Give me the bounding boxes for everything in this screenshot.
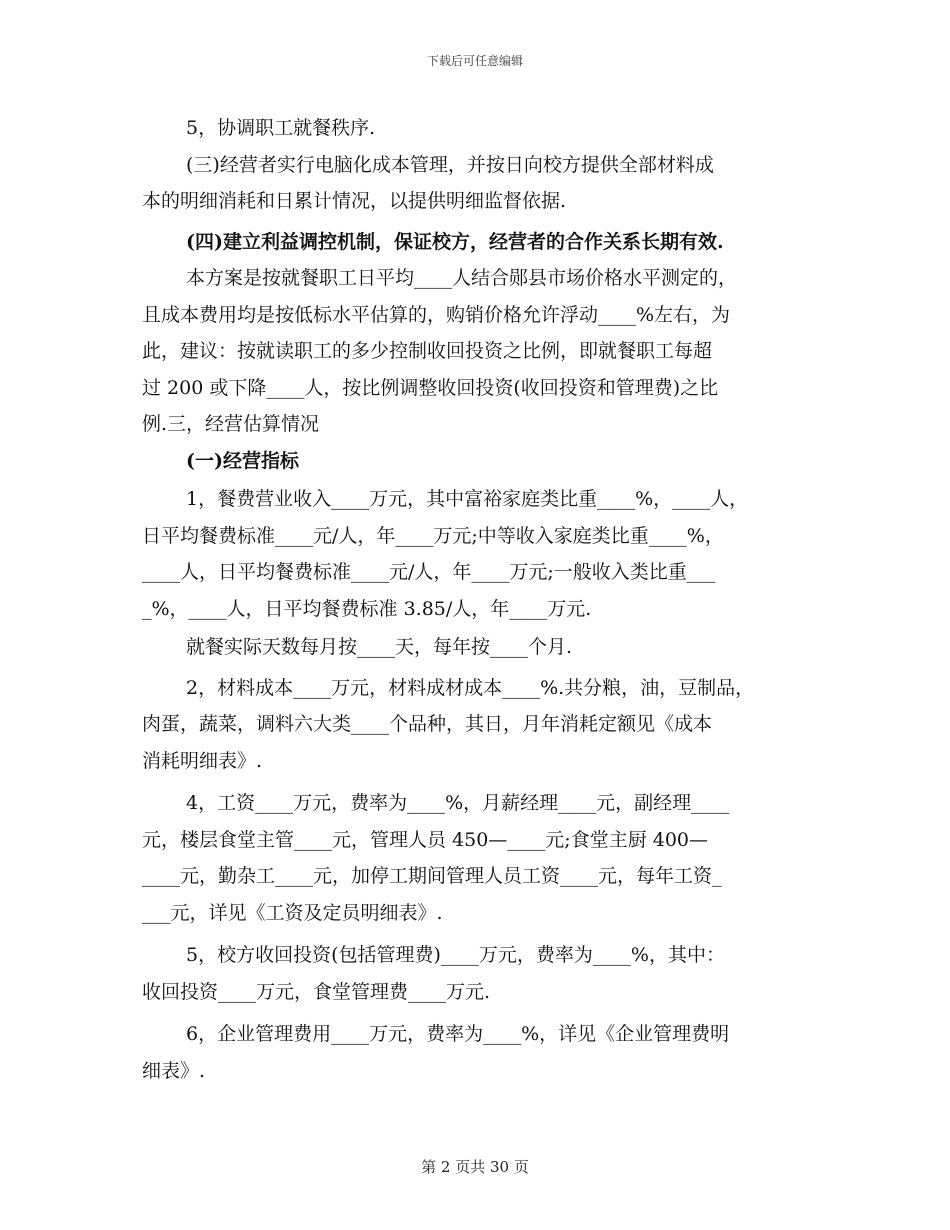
text-line: 6，企业管理费用____万元，费率为____%，详见《企业管理费明 <box>186 1023 730 1045</box>
text-line: 消耗明细表》. <box>142 749 263 772</box>
page-footer: 第 2 页共 30 页 <box>421 1158 529 1176</box>
text-line: ___元，详见《工资及定员明细表》. <box>142 901 443 924</box>
text-line: (三)经营者实行电脑化成本管理，并按日向校方提供全部材料成 <box>186 153 714 176</box>
text-line: (四)建立利益调控机制，保证校方，经营者的合作关系长期有效. <box>186 230 724 253</box>
text-line: 就餐实际天数每月按____天，每年按____个月. <box>186 636 573 658</box>
text-line: 细表》. <box>142 1059 206 1082</box>
text-line: 1，餐费营业收入____万元，其中富裕家庭类比重____%，____人， <box>186 488 749 510</box>
text-line: ____人，日平均餐费标准____元/人，年____万元;一般收入类比重___ <box>142 561 716 583</box>
text-line: _%，____人，日平均餐费标准 3.85/人，年____万元. <box>142 597 592 620</box>
text-line: 例.三，经营估算情况 <box>142 413 320 435</box>
text-line: 2，材料成本____万元，材料成材成本____%.共分粮，油，豆制品， <box>186 676 755 699</box>
text-line: 收回投资____万元，食堂管理费____万元. <box>142 980 491 1003</box>
text-line: 本方案是按就餐职工日平均____人结合郧县市场价格水平测定的， <box>186 267 738 289</box>
text-line: 5，校方收回投资(包括管理费)____万元，费率为____%，其中： <box>186 944 725 966</box>
text-line: 本的明细消耗和日累计情况，以提供明细监督依据. <box>142 190 567 212</box>
text-line: ____元，勤杂工____元，加停工期间管理人员工资____元，每年工资_ <box>142 865 722 887</box>
text-line: 元，楼层食堂主管____元，管理人员 450—____元;食堂主厨 400— <box>142 828 709 851</box>
page-header: 下载后可任意编辑 <box>426 54 523 68</box>
text-line: 过 200 或下降____人，按比例调整收回投资(收回投资和管理费)之比 <box>142 376 719 399</box>
document-body <box>142 110 808 1089</box>
text-line: 4，工资____万元，费率为____%，月薪经理____元，副经理____ <box>186 792 730 814</box>
text-line: 5，协调职工就餐秩序. <box>186 117 376 139</box>
text-line: 日平均餐费标准____元/人，年____万元;中等收入家庭类比重____%， <box>142 524 724 547</box>
text-line: 且成本费用均是按低标水平估算的，购销价格允许浮动____%左右，为 <box>142 303 731 326</box>
text-line: 此，建议：按就读职工的多少控制收回投资之比例，即就餐职工每超 <box>142 340 713 362</box>
text-line: (一)经营指标 <box>186 449 299 472</box>
text-line: 肉蛋，蔬菜，调料六大类____个品种，其日，月年消耗定额见《成本 <box>142 713 713 735</box>
